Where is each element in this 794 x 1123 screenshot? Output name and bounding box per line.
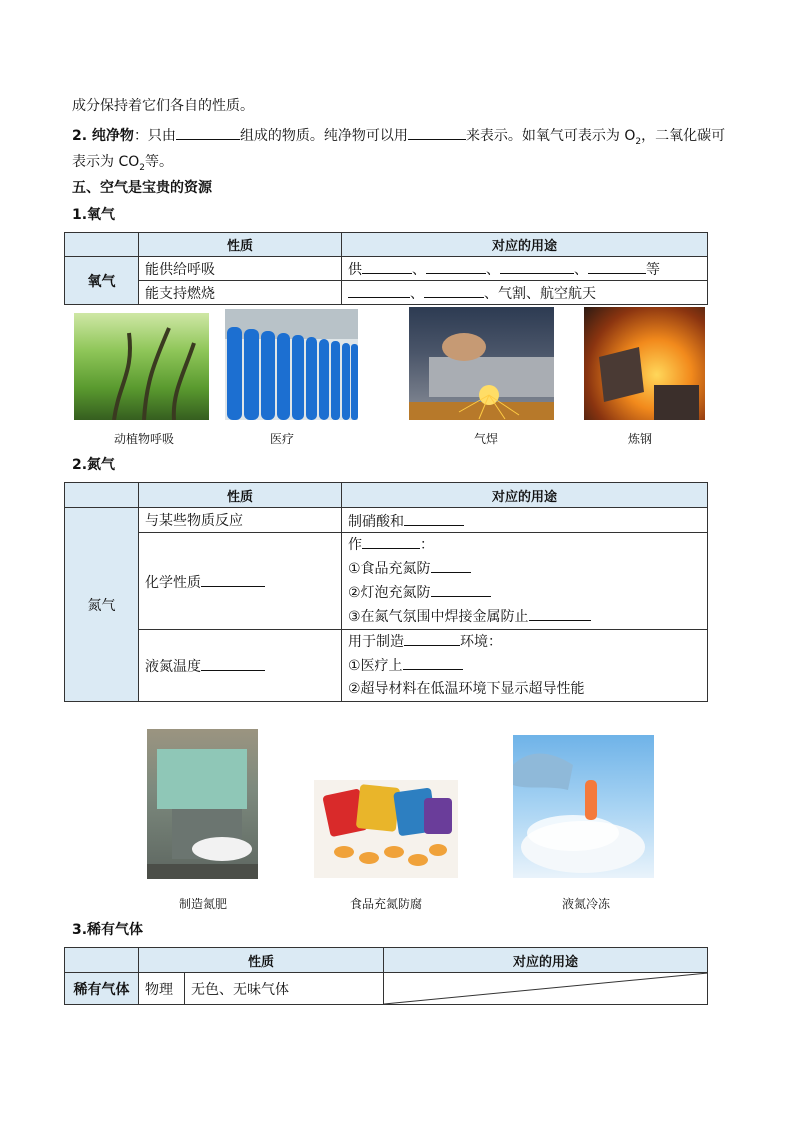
diagonal-line [384,973,708,1004]
steelmaking-image [584,307,705,420]
intro-line-2: 2. 纯净物：只由 组成的物质。纯净物可以用 来表示。如氧气可表示为 $O_2$，二氧化碳可 [72,124,725,152]
caption-respiration: 动植物呼吸 [113,432,174,446]
property-cell: 化学性质 [139,533,342,630]
property-cell: 与某些物质反应 [139,508,342,533]
caption-gas-welding: 气焊 [473,432,498,446]
col-property: 性质 [139,948,384,973]
caption-food-preservation: 食品充氮防腐 [349,897,422,911]
row-label: 氮气 [65,508,139,702]
nitrogen-heading: 2.氮气 [72,457,116,473]
blank [176,124,240,140]
blank [408,124,466,140]
intro-line-3: 表示为 $CO_2$等。 [72,154,173,173]
nitrogen-table [64,482,708,702]
oxygen-heading: 1.氧气 [72,207,116,223]
property-kind: 物理 [139,973,185,1005]
use-cell: 、 、气割、航空航天 [342,281,708,305]
intro-line-1: 成分保持着它们各自的性质。 [72,98,254,114]
use-cell: 用于制造 环境： ①医疗上 ②超导材料在低温环境下显示超导性能 [342,630,708,702]
use-cell-diagonal [384,973,708,1005]
col-property: 性质 [139,233,342,257]
property-cell: 液氮温度 [139,630,342,702]
caption-fertilizer: 制造氮肥 [178,897,227,911]
use-cell: 作 ： ①食品充氮防 ②灯泡充氮防 ③在氮气氛围中焊接金属防止 [342,533,708,630]
col-use: 对应的用途 [384,948,708,973]
col-use: 对应的用途 [342,233,708,257]
forest-image [74,313,209,420]
noble-gas-table [64,947,708,1005]
property-cell: 能供给呼吸 [139,257,342,281]
gas-welding-image [409,307,554,420]
row-label: 氧气 [65,257,139,305]
pure-substance-term: 2. 纯净物 [72,128,134,144]
caption-medical: 医疗 [269,432,294,446]
row-label: 稀有气体 [65,973,139,1005]
caption-steelmaking: 炼钢 [627,432,652,446]
col-use: 对应的用途 [342,483,708,508]
liquid-nitrogen-image [513,735,654,878]
col-property: 性质 [139,483,342,508]
use-cell: 制硝酸和 [342,508,708,533]
use-cell: 供 、 、 、 等 [342,257,708,281]
property-cell: 无色、无味气体 [185,973,384,1005]
fertilizer-factory-image [147,729,258,879]
oxygen-cylinders-image [225,309,358,420]
oxygen-table [64,232,708,305]
section-heading: 五、空气是宝贵的资源 [72,180,212,196]
property-cell: 能支持燃烧 [139,281,342,305]
food-packaging-image [314,780,458,878]
noble-gas-heading: 3.稀有气体 [72,922,144,938]
caption-liquid-nitrogen-freezing: 液氮冷冻 [561,897,610,911]
